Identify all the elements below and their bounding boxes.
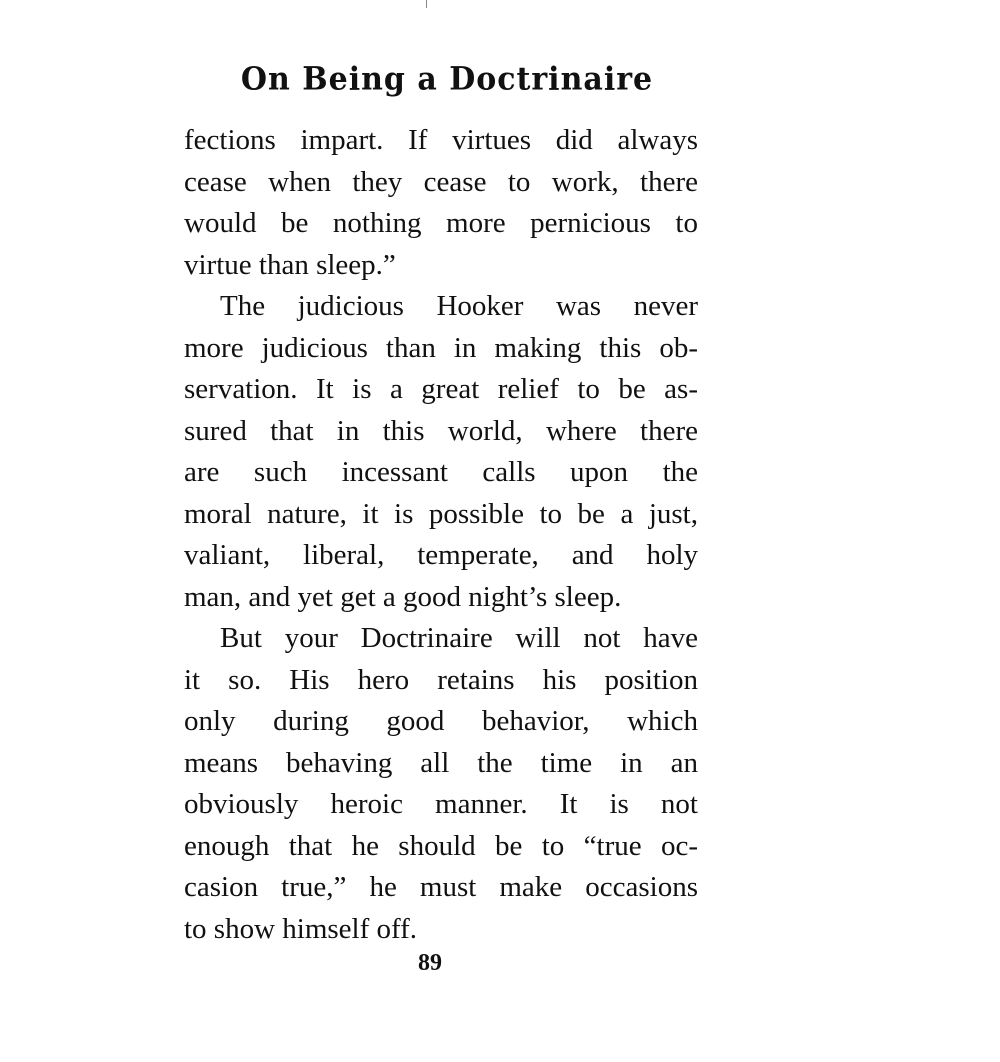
text-line: sured that in this world, where there (184, 414, 698, 447)
running-head: On Being a Doctrinaire (240, 61, 654, 98)
text-line: casion true,” he must make occasions (184, 871, 698, 903)
text-line: to show himself off. (184, 912, 418, 945)
text-line: would be nothing more pernicious to (184, 207, 698, 239)
text-line: enough that he should be to “true oc- (184, 829, 698, 862)
text-line: means behaving all the time in an (184, 746, 698, 779)
text-line: valiant, liberal, temperate, and holy (184, 539, 698, 571)
text-line: are such incessant calls upon the (184, 456, 698, 488)
text-line: man, and yet get a good night’s sleep. (184, 580, 622, 613)
body-text (184, 120, 698, 950)
text-line: The judicious Hooker was never (220, 290, 698, 322)
text-line: cease when they cease to work, there (184, 165, 698, 198)
text-line: obviously heroic manner. It is not (184, 788, 698, 820)
scan-mark (426, 0, 427, 8)
paragraph (184, 120, 698, 286)
text-line: moral nature, it is possible to be a just, (184, 497, 698, 530)
text-line: servation. It is a great relief to be as- (184, 373, 698, 405)
paragraph (184, 618, 698, 950)
text-line: more judicious than in making this ob- (184, 331, 698, 364)
text-line: fections impart. If virtues did always (184, 124, 698, 156)
paragraph (184, 286, 698, 618)
text-line: it so. His hero retains his position (184, 663, 698, 696)
text-line: But your Doctrinaire will not have (220, 622, 698, 654)
text-line: virtue than sleep.” (184, 248, 396, 281)
text-line: only during good behavior, which (184, 705, 698, 737)
page-number: 89 (418, 950, 442, 976)
